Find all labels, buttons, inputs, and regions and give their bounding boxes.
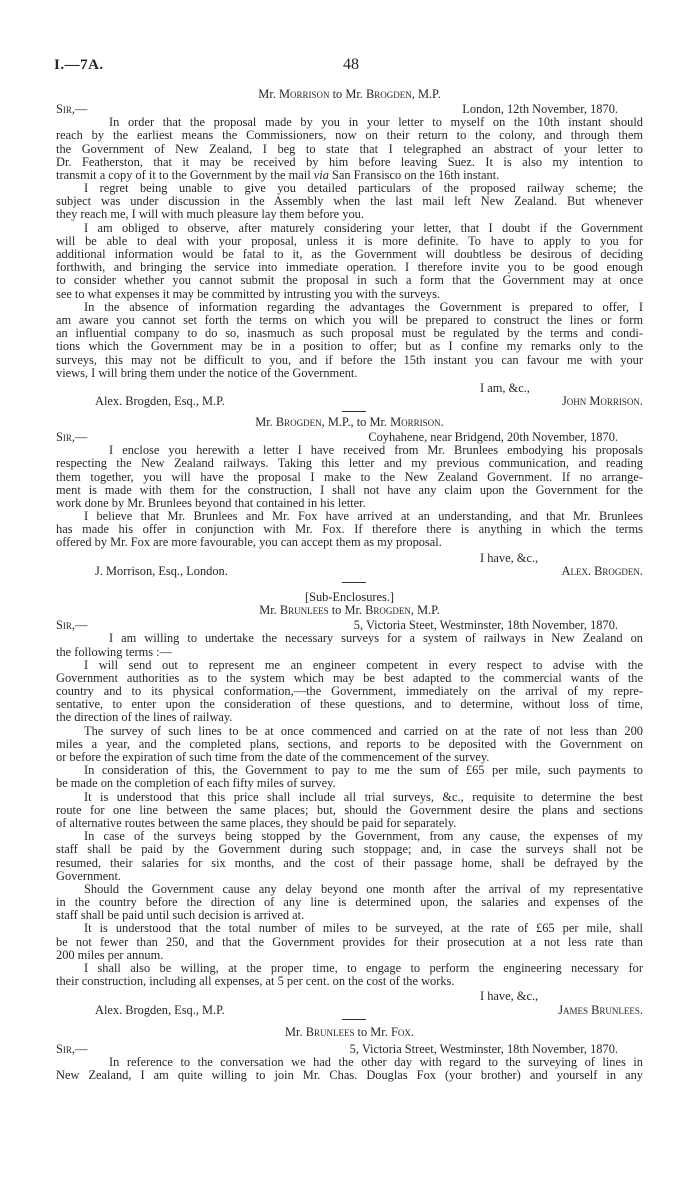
- document-reference: I.—7A.: [54, 57, 104, 73]
- text-line: subject was under discussion in the Assembly when the last mail left New Zealand. But whenever: [56, 195, 643, 209]
- heading-text: Mr.: [259, 603, 280, 618]
- text-line: reach by the earliest means the Commissioners, now on their return to the colony, and through them: [56, 129, 643, 143]
- signature: James Brunlees.: [558, 1002, 643, 1017]
- correspondent-name: Brogden: [365, 603, 411, 618]
- salutation: Sir,—: [56, 618, 88, 633]
- paragraph: [56, 883, 643, 923]
- text-line: tions which the Government may be in a position to offer; but as I confine my remarks only to the: [56, 340, 643, 354]
- sub-enclosures-label: [Sub-Enclosures.]: [304, 590, 395, 604]
- text-segment: via: [313, 167, 329, 182]
- paragraph: [56, 830, 643, 883]
- text-line: I am willing to undertake the necessary surveys for a system of railways in New Zealand on: [109, 632, 643, 646]
- paragraph: [56, 182, 643, 222]
- text-line: In case of the surveys being stopped by the Government, from any cause, the expenses of my: [84, 830, 643, 844]
- text-line: I will send out to represent me an engineer competent in every respect to advise with the: [84, 658, 643, 672]
- signature: Alex. Brogden.: [561, 563, 643, 578]
- text-line: or before the expiration of such time from the date of the commencement of the survey.: [56, 750, 490, 765]
- salutation: Sir,—: [56, 1041, 88, 1056]
- text-line: In order that the proposal made by you in your letter to myself on the 10th instant should: [109, 116, 643, 130]
- text-line: ment is made with them for the construction, I shall not have any claim upon the Government for the: [56, 483, 643, 497]
- section-divider: [342, 582, 366, 583]
- text-line: The survey of such lines to be at once commenced and carried on at the rate of not less than 200: [84, 724, 643, 738]
- signature-line: [56, 395, 643, 408]
- text-line: of alternative routes between the same places, they should be paid for separately.: [56, 815, 457, 830]
- correspondent-name: Brunlees: [279, 603, 329, 618]
- letter-heading: [56, 1026, 643, 1039]
- text-line: additional information would be fatal to it, as the Government will doubtless be desirous of deciding: [56, 248, 643, 262]
- text-line: In consideration of this, the Government to pay to me the sum of £65 per mile, such payments to: [84, 764, 643, 778]
- closing: I am, &c.,: [480, 380, 530, 395]
- text-line: Government.: [56, 868, 122, 883]
- text-line: I shall also be willing, at the proper time, to engage to perform the engineering necessary for: [84, 962, 643, 976]
- letter-brogden-to-morrison: [56, 416, 643, 578]
- text-line: resumed, their salaries for six months, and the cost of their passage home, shall be defrayed by the: [56, 856, 643, 870]
- text-line: the direction of the lines of railway.: [56, 710, 233, 725]
- place-date: London, 12th November, 1870.: [462, 101, 618, 116]
- heading-text: .: [440, 415, 444, 429]
- paragraph: [56, 725, 643, 765]
- paragraph: [56, 962, 643, 988]
- paragraph: [56, 659, 643, 725]
- text-line: Dr. Featherston, that it may be received by him before leaving Suez. It is also my intention to: [56, 155, 643, 169]
- text-line: offered by Mr. Fox are more favourable, you can accept them as my proposal.: [56, 535, 442, 550]
- letter-brunlees-to-fox: [56, 1026, 643, 1083]
- paragraph: [56, 222, 643, 301]
- correspondent-name: Brogden: [365, 87, 412, 101]
- closing: I have, &c.,: [480, 550, 539, 565]
- text-segment: San Fransisco on the 16th instant.: [328, 167, 500, 182]
- heading-text: to Mr.: [329, 87, 366, 101]
- paragraph: [56, 791, 643, 831]
- text-line: the Government of New Zealand, I beg to state that I telegraphed an abstract of your letter to: [56, 142, 643, 156]
- paragraph: [56, 116, 643, 182]
- heading-text: , M.P.: [410, 603, 440, 618]
- closing: I have, &c.,: [480, 989, 539, 1004]
- text-line: surveys, this may not be difficult to you, and if before the 15th instant you can favour me with your: [56, 353, 643, 367]
- text-line: an influential company to do so, inasmuch as such proposal must be regulated by the terms and condi-: [56, 327, 643, 341]
- letter-heading: [56, 88, 643, 101]
- heading-text: to Mr.: [328, 603, 366, 618]
- text-line: I enclose you herewith a letter I have received from Mr. Brunlees embodying his proposals: [109, 444, 643, 458]
- text-line: will be able to deal with your proposal, unless it is more definite. To have to apply to you for: [56, 234, 643, 248]
- heading-text: Mr.: [258, 87, 279, 101]
- signature-line: [56, 565, 643, 578]
- heading-text: to Mr.: [354, 1025, 391, 1039]
- letter-brunlees-to-brogden: [56, 591, 643, 1017]
- correspondent-name: Brunlees: [305, 1025, 355, 1039]
- text-line: miles a year, and the completed plans, sections, and reports to be deposited with the Government on: [56, 737, 643, 751]
- text-line: Government authorities as to the system which may be best adapted to the commercial wants of the: [56, 671, 643, 685]
- salutation: Sir,—: [56, 101, 88, 116]
- text-line: views, I will bring them under the notice of the Government.: [56, 365, 358, 380]
- text-line: work done by Mr. Brunlees beyond that contained in his letter.: [56, 495, 366, 510]
- text-line: staff shall be paid by the Government during such stoppage; and, in case the surveys shall not be: [56, 843, 643, 857]
- place-date: 5, Victoria Street, Westminster, 18th November, 1870.: [349, 1041, 618, 1056]
- text-line: to consider whether you cannot submit the proposal in such a form that the Government may at once: [56, 274, 643, 288]
- text-line: Should the Government cause any delay beyond one month after the arrival of my representative: [84, 882, 643, 896]
- signature: John Morrison.: [561, 394, 643, 409]
- letter-heading: [56, 604, 643, 617]
- salutation-line: [56, 1043, 643, 1056]
- text-line: am aware you cannot set forth the terms on which you will be prepared to construct the lines or form: [56, 313, 643, 327]
- heading-text: , M.P.: [411, 87, 441, 101]
- text-line: In reference to the conversation we had the other day with regard to the surveying of lines in: [109, 1056, 643, 1070]
- signature-line: [56, 1004, 643, 1017]
- text-line: I believe that Mr. Brunlees and Mr. Fox have arrived at an understanding, and that Mr. Brunlees: [84, 510, 643, 524]
- text-line: It is understood that the total number of miles to be surveyed, at the rate of £65 per mile, shall: [84, 922, 643, 936]
- text-line: sentative, to enter upon the consideration of these questions, and to determine, without loss of time,: [56, 698, 643, 712]
- text-line: has made his offer in conjunction with Mr. Fox. If therefore there is anything in which the terms: [56, 523, 643, 537]
- correspondent-name: Morrison: [278, 87, 330, 101]
- section-divider: [342, 411, 366, 412]
- addressee: Alex. Brogden, Esq., M.P.: [95, 394, 225, 409]
- paragraph: [56, 1056, 643, 1082]
- text-line: be not fewer than 250, and that the Government provides for their prosecution at a not less rate than: [56, 935, 643, 949]
- text-line: their construction, including all expenses, at 5 per cent. on the cost of the works.: [56, 974, 455, 989]
- text-line: New Zealand, I am quite willing to join Mr. Chas. Douglas Fox (your brother) and yourself in any: [56, 1069, 643, 1083]
- text-line: country and to its physical conformation,—the Government, immediately on the arrival of my repre-: [56, 685, 643, 699]
- text-line: staff shall be paid until such decision is arrived at.: [56, 908, 305, 923]
- place-date: 5, Victoria Steet, Westminster, 18th November, 1870.: [353, 618, 618, 633]
- text-segment: transmit a copy of it to the Government by the mail: [56, 167, 314, 182]
- salutation-line: [56, 103, 643, 116]
- paragraph: [56, 632, 643, 658]
- text-line: [56, 169, 643, 182]
- paragraph: [56, 301, 643, 380]
- salutation-line: [56, 431, 643, 444]
- correspondent-name: Morrison: [390, 415, 441, 429]
- text-line: see to what expenses it may be committed by intrusting you with the surveys.: [56, 286, 441, 301]
- correspondent-name: Fox: [390, 1025, 411, 1039]
- text-line: them together, you will have the proposal I make to the New Zealand Government. If no arrange-: [56, 470, 643, 484]
- paragraph: [56, 444, 643, 510]
- place-date: Coyhahene, near Bridgend, 20th November, 1870.: [368, 429, 618, 444]
- heading-text: Mr.: [285, 1025, 306, 1039]
- text-line: I am obliged to observe, after maturely considering your letter, that I doubt if the Government: [84, 221, 643, 235]
- text-line: It is understood that this price shall include all trial surveys, &c., requisite to determine the best: [84, 790, 643, 804]
- text-line: in the country before the direction of any line is determined upon, the salaries and expenses of the: [56, 896, 643, 910]
- addressee: J. Morrison, Esq., London.: [95, 563, 228, 578]
- paragraph: [56, 764, 643, 790]
- paragraph: [56, 510, 643, 550]
- letter-heading: [56, 416, 643, 429]
- text-line: In the absence of information regarding the advantages the Government is prepared to offer, I: [84, 300, 643, 314]
- text-line: forthwith, and bringing the service into immediate operation. I therefore invite you to be good enough: [56, 261, 643, 275]
- text-line: I regret being unable to give you detailed particulars of the proposed railway scheme; the: [84, 182, 643, 196]
- paragraph: [56, 922, 643, 962]
- text-line: respecting the New Zealand railways. Taking this letter and my previous communication, and reading: [56, 457, 643, 471]
- text-line: the following terms :—: [56, 644, 172, 659]
- text-line: be made on the completion of each fifty miles of survey.: [56, 776, 336, 791]
- section-divider: [342, 1019, 366, 1020]
- page-number: 48: [343, 56, 359, 73]
- correspondent-name: Brogden: [275, 415, 322, 429]
- heading-text: Mr.: [255, 415, 276, 429]
- addressee: Alex. Brogden, Esq., M.P.: [95, 1002, 225, 1017]
- salutation-line: [56, 619, 643, 632]
- heading-text: , M.P., to Mr.: [321, 415, 391, 429]
- salutation: Sir,—: [56, 429, 88, 444]
- text-line: route for one line between the same places; but, should the Government desire the plans and sections: [56, 803, 643, 817]
- letter-morrison-to-brogden: [56, 88, 643, 408]
- text-line: 200 miles per annum.: [56, 947, 164, 962]
- heading-text: .: [410, 1025, 414, 1039]
- text-line: they reach me, I will with much pleasure lay them before you.: [56, 207, 364, 222]
